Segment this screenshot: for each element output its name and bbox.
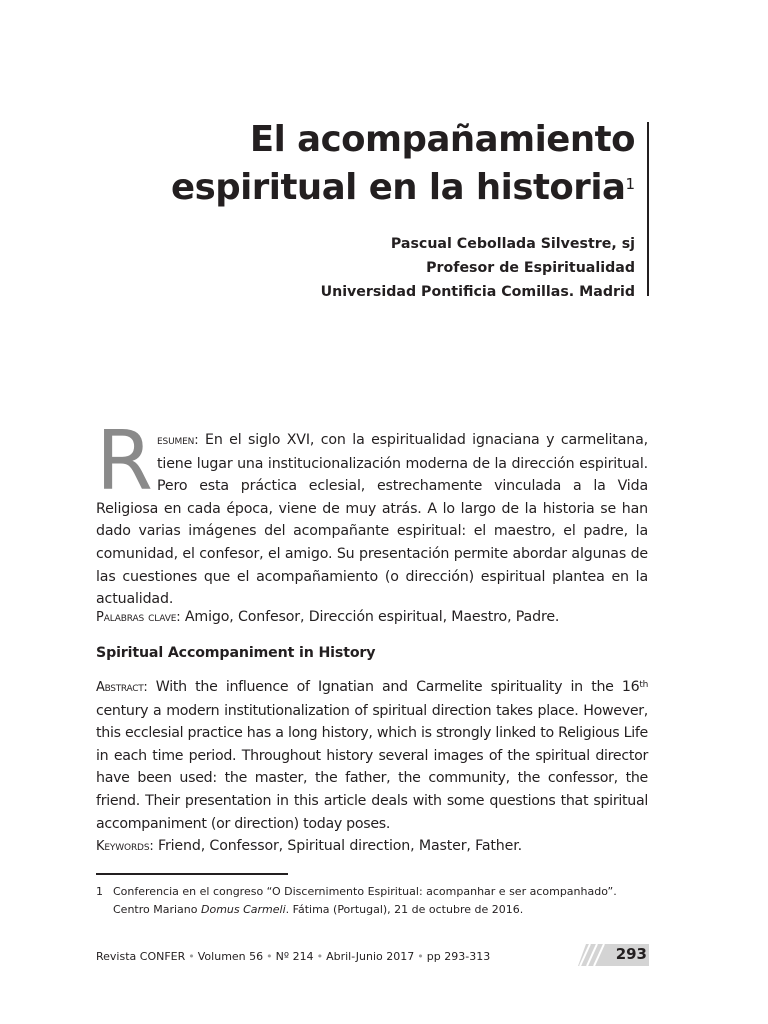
footer-journal: Revista CONFER xyxy=(96,950,186,963)
resumen-text: En el siglo XVI, con la espiritualidad ignaciana y carmelitana, tiene lugar una institucionalización moderna de la dirección espiritual. Pero esta práctica eclesial, estrechamente vinculada a la Vida Religiosa en cada época, viene de muy atrás. A lo largo de la historia se han dado varias imágenes del acompañante espiritual: el maestro, el padre, la comunidad, el confesor, el amigo. Su presentación permite abordar algunas de las cuestiones que el acompañamiento (o dirección) espiritual plantea en la actualidad. xyxy=(96,432,648,608)
footer-issue: Nº 214 xyxy=(275,950,314,963)
article-title-line-1: El acompañamiento xyxy=(249,119,635,160)
palabras-clave-paragraph xyxy=(96,606,648,630)
footer-separator: • xyxy=(266,950,273,963)
page-footer xyxy=(96,950,490,963)
author-block xyxy=(96,232,635,304)
footer-pages: pp 293-313 xyxy=(426,950,491,963)
footnote-number: 1 xyxy=(96,885,103,898)
footnote xyxy=(96,883,648,919)
footer-volume: Volumen 56 xyxy=(197,950,264,963)
footnote-italic: Domus Carmeli xyxy=(201,903,286,916)
page-number-badge xyxy=(578,944,649,966)
abstract-text-2: century a modern institutionalization of spiritual direction takes place. However, this ecclesial practice has a long history, which is strongly linked to Religious Life in each time period. Throughout history several images of the spiritual director have been used: the master, the father, the community, the confessor, the friend. Their presentation in this article deals with some questions that spiritual accompaniment (or direction) today poses. xyxy=(96,702,648,832)
footnote-text-1: Conferencia en el congreso “O Discernimento Espiritual: acompanhar e ser acompanhado”. Centro Mariano xyxy=(113,885,617,916)
footer-separator: • xyxy=(417,950,424,963)
abstract-superscript: th xyxy=(639,680,648,690)
english-title: Spiritual Accompaniment in History xyxy=(96,645,376,661)
keywords-label: Keywords: xyxy=(96,839,154,854)
footnote-text-2: . Fátima (Portugal), 21 de octubre de 2016. xyxy=(285,903,524,916)
footnote-text xyxy=(113,883,648,919)
resumen-paragraph xyxy=(96,414,648,611)
title-footnote-marker[interactable]: 1 xyxy=(625,175,635,193)
author-position: Profesor de Espiritualidad xyxy=(426,260,635,276)
article-title-line-2: espiritual en la historia$^1$ xyxy=(171,167,635,208)
abstract-label: Abstract: xyxy=(96,680,148,695)
resumen-label: esumen: xyxy=(156,433,199,448)
footer-separator: • xyxy=(316,950,324,963)
keywords-text: Friend, Confessor, Spiritual direction, Master, Father. xyxy=(153,838,522,854)
page-number: 293 xyxy=(615,945,647,963)
keywords-paragraph xyxy=(96,835,648,859)
article-header xyxy=(96,116,635,304)
palabras-clave-label: Palabras clave: xyxy=(96,610,181,625)
footer-separator: • xyxy=(188,950,195,963)
abstract-paragraph xyxy=(96,676,648,835)
author-affiliation: Universidad Pontificia Comillas. Madrid xyxy=(320,284,635,300)
footer-period: Abril-Junio 2017 xyxy=(326,950,415,963)
abstract-text-1: With the influence of Ignatian and Carmelite spirituality in the 16 xyxy=(147,679,640,695)
palabras-clave-text: Amigo, Confesor, Dirección espiritual, Maestro, Padre. xyxy=(180,609,560,625)
title-vertical-rule xyxy=(647,122,649,296)
footnote-divider xyxy=(96,873,288,875)
resumen-dropcap: R xyxy=(96,414,153,509)
author-name: Pascual Cebollada Silvestre, sj xyxy=(390,236,635,252)
